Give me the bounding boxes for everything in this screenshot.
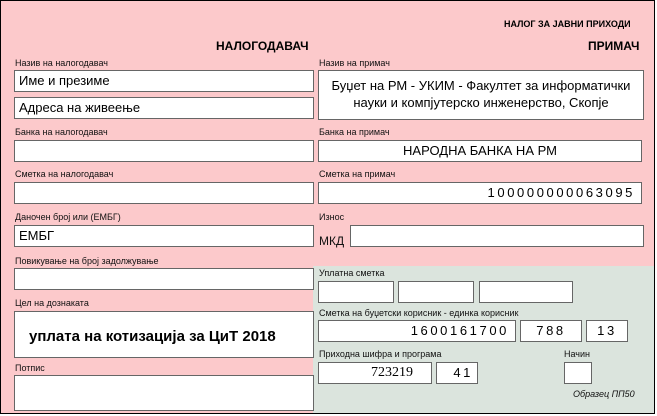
recipient-bank-input[interactable]: НАРОДНА БАНКА НА РМ	[318, 140, 642, 162]
payment-account-input-2[interactable]	[398, 281, 474, 303]
budget-sub-input[interactable]: 13	[586, 320, 628, 342]
recipient-account-input[interactable]: 100000000063095	[318, 182, 642, 204]
payer-section-title: НАЛОГОДАВАЧ	[216, 39, 309, 53]
recipient-name-line-1: Буџет на РМ - УКИМ - Факултет за информатички	[331, 78, 631, 93]
method-label: Начин	[564, 349, 590, 359]
payer-bank-input[interactable]	[14, 140, 314, 162]
payer-account-input[interactable]	[14, 182, 314, 204]
method-input[interactable]	[564, 362, 592, 384]
recipient-section-title: ПРИМАЧ	[588, 39, 640, 53]
payment-account-input-1[interactable]	[318, 281, 394, 303]
payer-name-input[interactable]: Име и презиме	[14, 70, 314, 92]
recipient-account-label: Сметка на примач	[319, 169, 396, 179]
revenue-code-input[interactable]: 723219	[318, 362, 432, 384]
program-input[interactable]: 41	[436, 362, 478, 384]
signature-label: Потпис	[15, 363, 45, 373]
signature-field[interactable]	[14, 375, 314, 411]
payer-account-label: Сметка на налогодавач	[15, 169, 114, 179]
payer-name-label: Назив на налогодавач	[15, 58, 108, 68]
budget-account-input[interactable]: 1600161700	[318, 320, 516, 342]
recipient-name-label: Назив на примач	[319, 58, 390, 68]
debt-reference-input[interactable]	[14, 268, 314, 290]
amount-label: Износ	[319, 212, 345, 222]
sample-label: Образец ПП50	[573, 389, 635, 399]
debt-reference-label: Повикување на број задолжување	[15, 256, 159, 266]
payment-account-input-3[interactable]	[479, 281, 573, 303]
payer-tax-id-input[interactable]: ЕМБГ	[14, 225, 314, 247]
recipient-name-line-2: науки и компјутерско инженерство, Скопје	[353, 95, 609, 110]
amount-input[interactable]	[350, 225, 644, 247]
revenue-code-label: Приходна шифра и програма	[319, 349, 442, 359]
form-title: НАЛОГ ЗА ЈАВНИ ПРИХОДИ	[504, 19, 631, 29]
budget-unit-input[interactable]: 788	[520, 320, 582, 342]
payment-account-label: Уплатна сметка	[319, 268, 385, 278]
purpose-input[interactable]: уплата на котизација за ЦиТ 2018	[14, 311, 314, 358]
currency-label: МКД	[319, 234, 345, 248]
payer-address-input[interactable]: Адреса на живеење	[14, 97, 314, 119]
payer-bank-label: Банка на налогодавач	[15, 127, 108, 137]
budget-user-label: Сметка на буџетски корисник - единка корисник	[319, 308, 519, 318]
recipient-bank-label: Банка на примач	[319, 127, 390, 137]
payer-tax-id-label: Даночен број или (ЕМБГ)	[15, 212, 121, 222]
recipient-name-input[interactable]	[318, 70, 644, 120]
purpose-label: Цел на дознаката	[15, 298, 89, 308]
